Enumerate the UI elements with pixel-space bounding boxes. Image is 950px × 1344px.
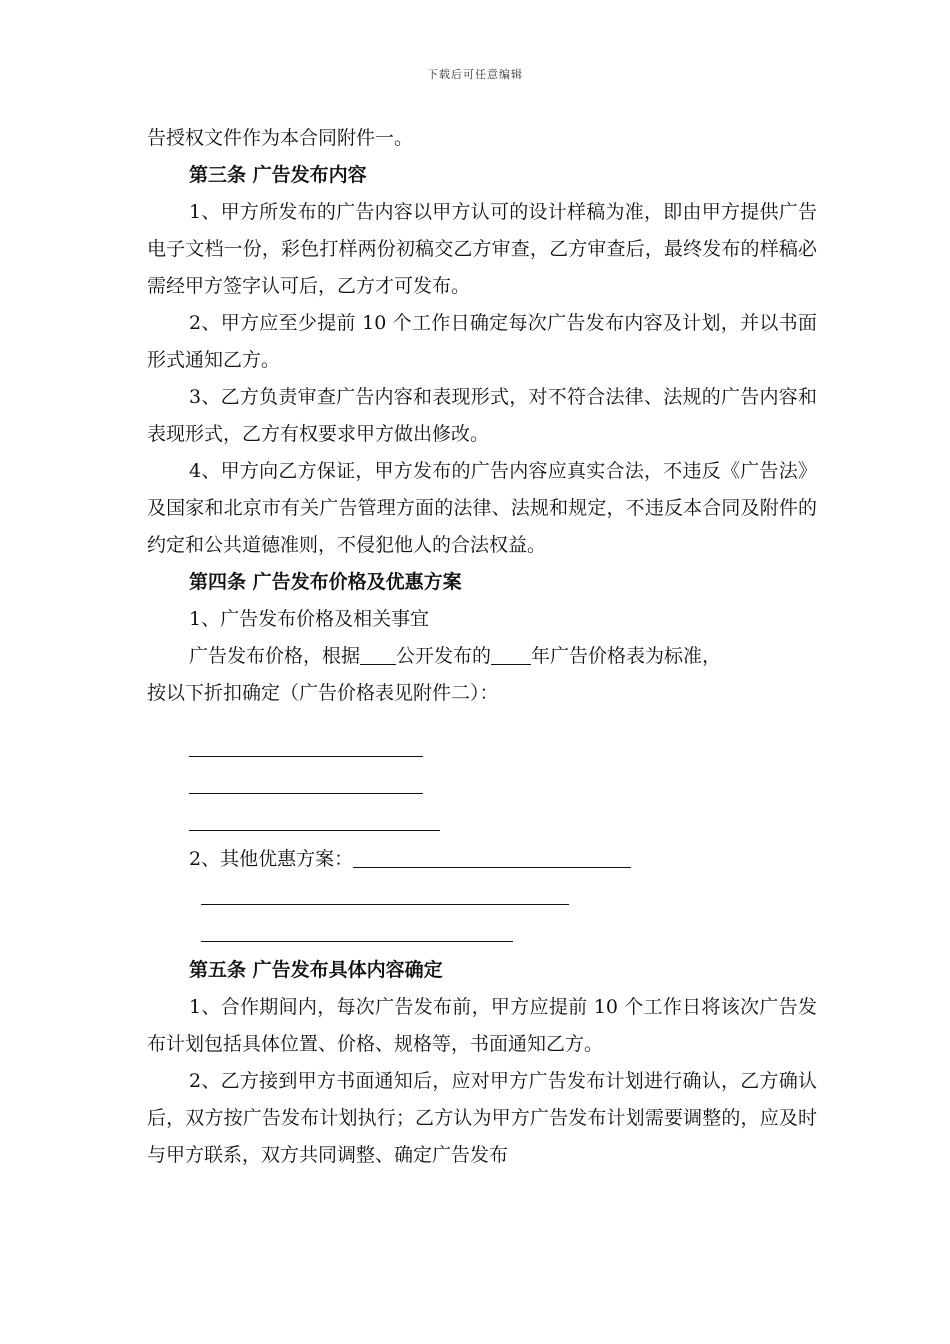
price-text-b: 公开发布的 — [396, 645, 492, 667]
other-offers-blank-row — [147, 878, 817, 915]
article-3-clause-1: 1、甲方所发布的广告内容以甲方认可的设计样稿为准，即由甲方提供广告电子文档一份，彩色打样两份初稿交乙方审查，乙方审查后，最终发布的样稿必需经甲方签字认可后，乙方才可发布。 — [147, 201, 817, 297]
discount-blank-row — [147, 767, 817, 804]
article-5-heading: 第五条 广告发布具体内容确定 — [189, 959, 443, 981]
discount-blank-line — [189, 793, 423, 794]
article-3-clause-4: 4、甲方向乙方保证，甲方发布的广告内容应真实合法，不违反《广告法》及国家和北京市有关广告管理方面的法律、法规和规定，不违反本合同及附件的约定和公共道德准则，不侵犯他人的合法权益。 — [147, 460, 817, 556]
other-offers-blank — [353, 845, 631, 868]
publisher-blank — [360, 642, 396, 665]
other-offers-label: 2、其他优惠方案： — [189, 848, 354, 870]
discount-blank-line — [189, 756, 423, 757]
article-4-clause-2 — [147, 841, 817, 878]
article-5-clause-2: 2、乙方接到甲方书面通知后，应对甲方广告发布计划进行确认，乙方确认后，双方按广告发布计划执行；乙方认为甲方广告发布计划需要调整的，应及时与甲方联系，双方共同调整、确定广告发布 — [147, 1070, 817, 1166]
discount-blank-row — [147, 804, 817, 841]
article-3-heading: 第三条 广告发布内容 — [189, 164, 367, 186]
article-5-clause-1: 1、合作期间内，每次广告发布前，甲方应提前 10 个工作日将该次广告发布计划包括具体位置、价格、规格等，书面通知乙方。 — [147, 996, 817, 1055]
article-3-clause-2: 2、甲方应至少提前 10 个工作日确定每次广告发布内容及计划，并以书面形式通知乙方。 — [147, 312, 817, 371]
article-4-price-line — [147, 638, 817, 675]
article-4-price-line-2: 按以下折扣确定（广告价格表见附件二）： — [147, 682, 499, 704]
other-offers-blank-line — [201, 941, 513, 942]
price-text-a: 广告发布价格，根据 — [189, 645, 361, 667]
spacer — [147, 712, 817, 730]
year-blank — [491, 642, 531, 665]
price-text-c: 年广告价格表为标准， — [531, 645, 722, 667]
other-offers-blank-line — [201, 904, 569, 905]
article-4-clause-1: 1、广告发布价格及相关事宜 — [189, 608, 430, 630]
document-body — [147, 120, 817, 1174]
header-note: 下载后可任意编辑 — [427, 68, 523, 81]
article-4-heading: 第四条 广告发布价格及优惠方案 — [189, 571, 462, 593]
article-3-clause-3: 3、乙方负责审查广告内容和表现形式，对不符合法律、法规的广告内容和表现形式，乙方有权要求甲方做出修改。 — [147, 386, 817, 445]
discount-blank-line — [189, 830, 440, 831]
discount-blank-row — [147, 730, 817, 767]
intro-paragraph: 告授权文件作为本合同附件一。 — [147, 127, 414, 149]
other-offers-blank-row — [147, 915, 817, 952]
